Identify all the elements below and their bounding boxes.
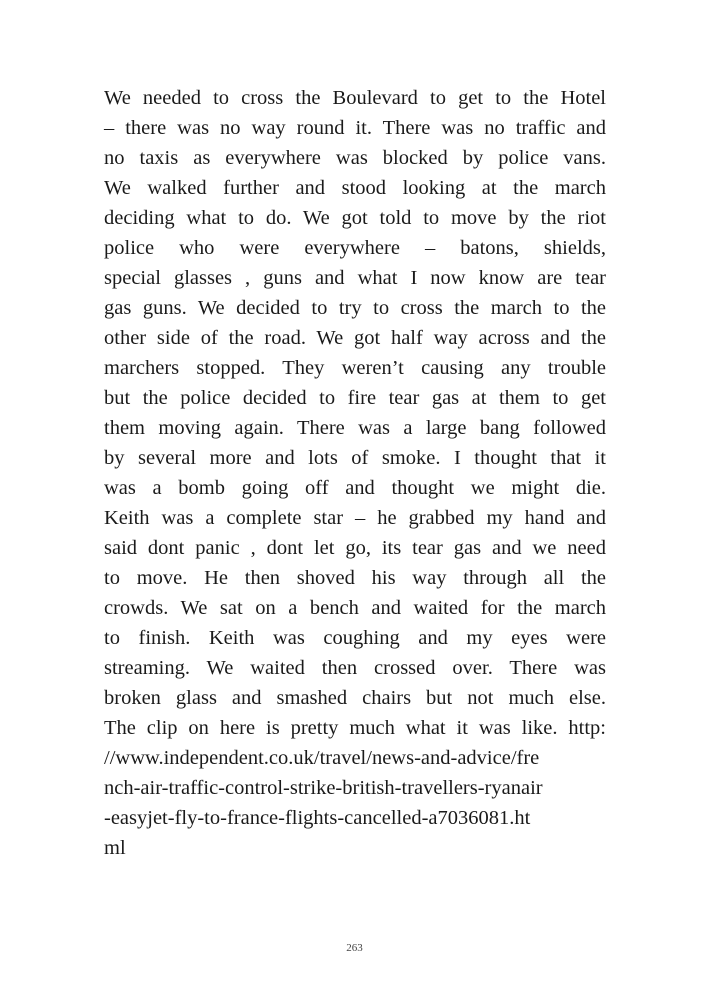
text-line: We walked further and stood looking at the march (104, 177, 606, 199)
text-line: //www.independent.co.uk/travel/news-and-advice/fre (104, 747, 540, 769)
text-line: no taxis as everywhere was blocked by police vans. (104, 147, 606, 169)
text-line: Keith was a complete star – he grabbed my hand and (104, 507, 606, 529)
text-line: We needed to cross the Boulevard to get to the Hotel (104, 87, 606, 109)
text-line: police who were everywhere – batons, shields, (104, 237, 606, 259)
text-line: by several more and lots of smoke. I thought that it (104, 447, 606, 469)
text-line: said dont panic , dont let go, its tear gas and we need (104, 537, 606, 559)
text-line: other side of the road. We got half way across and the (104, 327, 606, 349)
text-line: but the police decided to fire tear gas at them to get (104, 387, 606, 409)
text-line: nch-air-traffic-control-strike-british-travellers-ryanair (104, 777, 543, 799)
text-line: streaming. We waited then crossed over. There was (104, 657, 606, 679)
text-line: special glasses , guns and what I now know are tear (104, 267, 606, 289)
text-line: broken glass and smashed chairs but not much else. (104, 687, 606, 709)
text-line: crowds. We sat on a bench and waited for the march (104, 597, 606, 619)
body-paragraph (104, 83, 606, 863)
text-line: The clip on here is pretty much what it was like. http: (104, 717, 606, 739)
page-number: 263 (346, 942, 363, 954)
text-line-last: ml (104, 837, 126, 859)
text-line: was a bomb going off and thought we might die. (104, 477, 606, 499)
text-line: to move. He then shoved his way through all the (104, 567, 606, 589)
text-line: marchers stopped. They weren’t causing any trouble (104, 357, 606, 379)
text-line: deciding what to do. We got told to move by the riot (104, 207, 606, 229)
text-line: gas guns. We decided to try to cross the march to the (104, 297, 606, 319)
text-line: -easyjet-fly-to-france-flights-cancelled-a7036081.ht (104, 807, 531, 829)
text-line: them moving again. There was a large bang followed (104, 417, 606, 439)
text-line: to finish. Keith was coughing and my eyes were (104, 627, 606, 649)
text-line: – there was no way round it. There was no traffic and (104, 117, 606, 139)
